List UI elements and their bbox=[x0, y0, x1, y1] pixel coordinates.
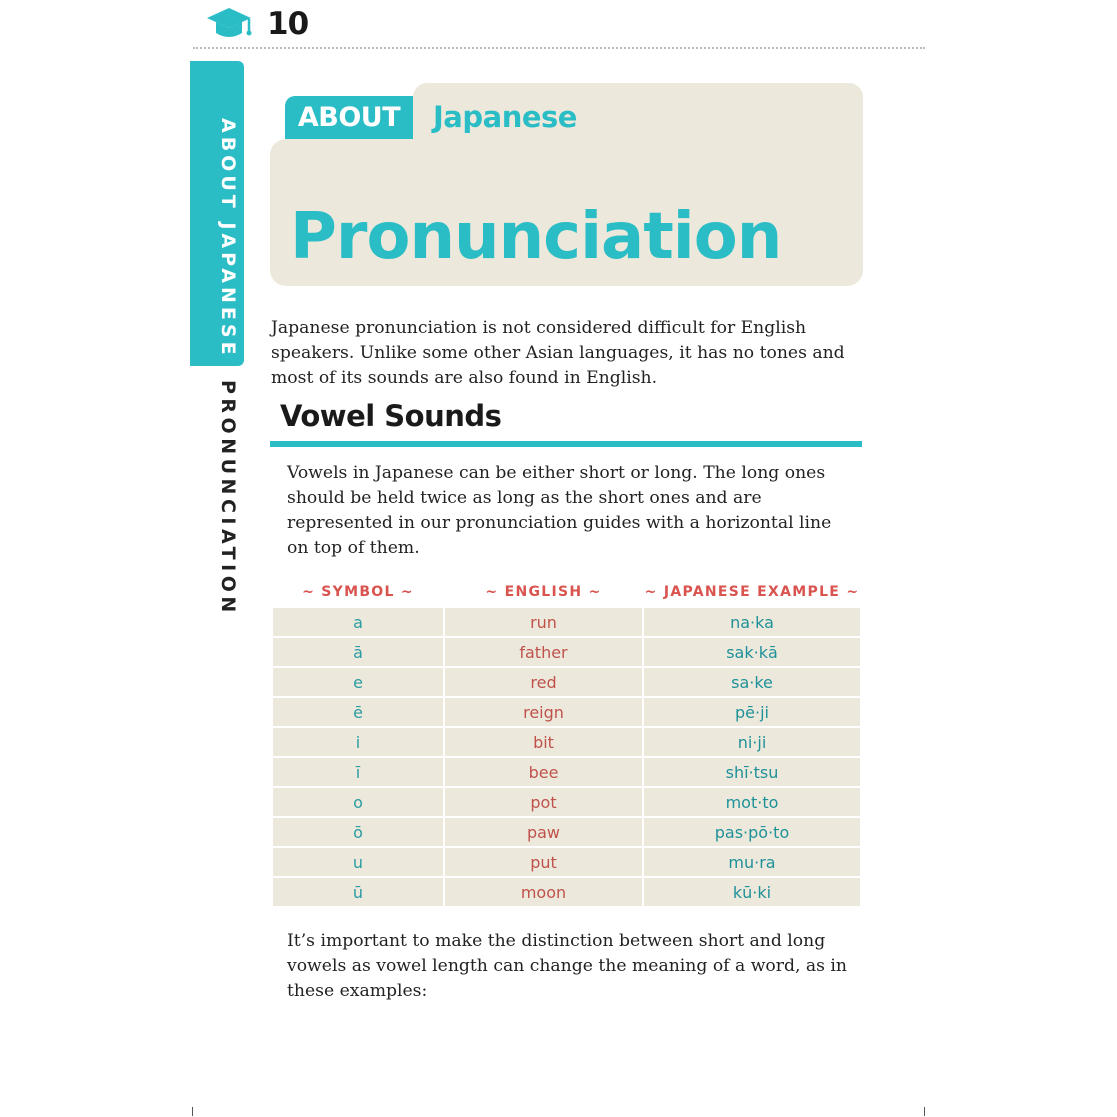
example-cell: mot·to bbox=[644, 788, 860, 816]
table-row bbox=[273, 758, 860, 786]
symbol-cell: a bbox=[273, 608, 443, 636]
english-cell: put bbox=[445, 848, 642, 876]
closing-paragraph: It’s important to make the distinction between short and long vowels as vowel length can change the meaning of a word, as in these examples: bbox=[287, 931, 848, 1001]
symbol-cell: ō bbox=[273, 818, 443, 846]
table-row bbox=[273, 848, 860, 876]
example-cell: sa·ke bbox=[644, 668, 860, 696]
page-number: 10 bbox=[267, 6, 309, 42]
title-subject: Japanese bbox=[433, 100, 577, 134]
intro-paragraph: Japanese pronunciation is not considered difficult for English speakers. Unlike some other Asian languages, it has no tones and most of its sounds are also found in English. bbox=[271, 318, 845, 388]
symbol-cell: ē bbox=[273, 698, 443, 726]
table-row bbox=[273, 638, 860, 666]
english-cell: run bbox=[445, 608, 642, 636]
table-row bbox=[273, 608, 860, 636]
symbol-cell: ā bbox=[273, 638, 443, 666]
page-header bbox=[205, 4, 308, 44]
symbol-cell: i bbox=[273, 728, 443, 756]
header-japanese-example: ~ JAPANESE EXAMPLE ~ bbox=[644, 584, 860, 600]
symbol-cell: ū bbox=[273, 878, 443, 906]
example-cell: sak·kā bbox=[644, 638, 860, 666]
english-cell: red bbox=[445, 668, 642, 696]
english-cell: father bbox=[445, 638, 642, 666]
symbol-cell: u bbox=[273, 848, 443, 876]
section-heading: Vowel Sounds bbox=[280, 399, 502, 433]
page-title: Pronunciation bbox=[290, 200, 782, 274]
english-cell: pot bbox=[445, 788, 642, 816]
english-cell: moon bbox=[445, 878, 642, 906]
table-row bbox=[273, 818, 860, 846]
symbol-cell: o bbox=[273, 788, 443, 816]
example-cell: kū·ki bbox=[644, 878, 860, 906]
table-row bbox=[273, 698, 860, 726]
english-cell: paw bbox=[445, 818, 642, 846]
graduation-cap-icon bbox=[205, 4, 253, 44]
table-row bbox=[273, 728, 860, 756]
crop-mark-left bbox=[192, 1107, 193, 1116]
crop-mark-right bbox=[924, 1107, 925, 1116]
example-cell: mu·ra bbox=[644, 848, 860, 876]
table-row bbox=[273, 668, 860, 696]
vowel-table bbox=[273, 578, 860, 906]
side-tab-label: ABOUT JAPANESE bbox=[217, 118, 239, 359]
symbol-cell: ī bbox=[273, 758, 443, 786]
example-cell: pas·pō·to bbox=[644, 818, 860, 846]
header-english: ~ ENGLISH ~ bbox=[485, 584, 602, 600]
english-cell: bit bbox=[445, 728, 642, 756]
side-section-label: PRONUNCIATION bbox=[217, 380, 239, 617]
example-cell: pē·ji bbox=[644, 698, 860, 726]
about-badge: ABOUT bbox=[285, 96, 413, 139]
vowel-paragraph: Vowels in Japanese can be either short or long. The long ones should be held twice as long as the short ones and are represented in our pronunciation guides with a horizontal line on top of them. bbox=[287, 463, 832, 558]
header-divider bbox=[193, 47, 925, 49]
table-row bbox=[273, 788, 860, 816]
english-cell: reign bbox=[445, 698, 642, 726]
symbol-cell: e bbox=[273, 668, 443, 696]
section-rule bbox=[270, 441, 862, 447]
header-symbol: ~ SYMBOL ~ bbox=[302, 584, 414, 600]
table-header bbox=[273, 578, 860, 606]
english-cell: bee bbox=[445, 758, 642, 786]
example-cell: ni·ji bbox=[644, 728, 860, 756]
table-row bbox=[273, 878, 860, 906]
example-cell: na·ka bbox=[644, 608, 860, 636]
example-cell: shī·tsu bbox=[644, 758, 860, 786]
